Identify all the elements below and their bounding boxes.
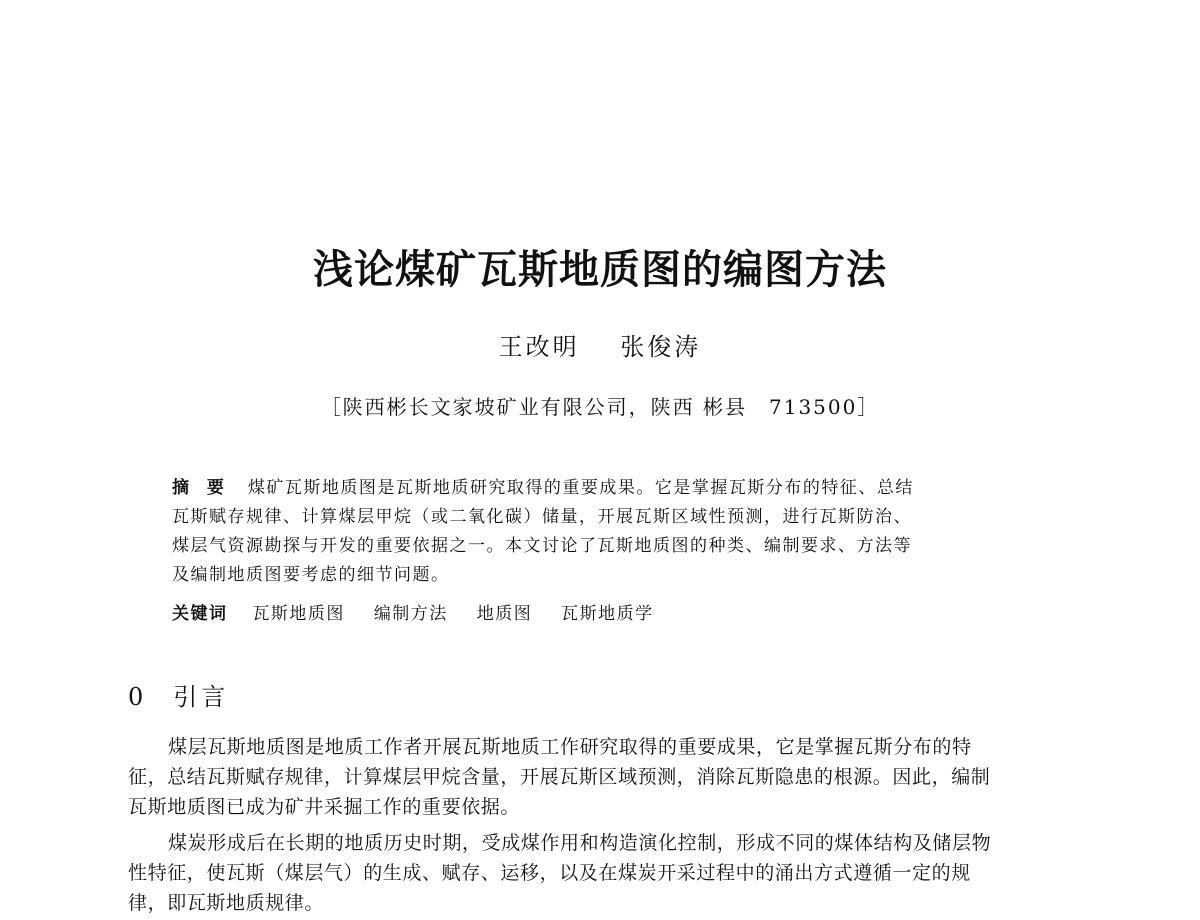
keyword: 瓦斯地质学 [561,604,654,624]
author-name: 张俊涛 [620,333,702,361]
body-text [128,732,1072,918]
paragraph-line: 煤炭形成后在长期的地质历史时期，受成煤作用和构造演化控制，形成不同的煤体结构及储层物 [168,832,992,854]
author-name: 王改明 [498,333,580,361]
abstract-label: 摘 要 [172,478,230,498]
author-list [0,330,1200,364]
keyword: 地质图 [476,604,533,624]
paragraph-line: 瓦斯地质图已成为矿井采掘工作的重要依据。 [128,796,521,818]
paper-title: 浅论煤矿瓦斯地质图的编图方法 [313,246,887,293]
abstract [172,474,1032,590]
paragraph [128,732,1072,822]
abstract-line: 及编制地质图要考虑的细节问题。 [172,565,450,585]
keyword: 编制方法 [373,604,448,624]
abstract-line: 煤层气资源勘探与开发的重要依据之一。本文讨论了瓦斯地质图的种类、编制要求、方法等 [172,536,912,556]
abstract-text: 煤矿瓦斯地质图是瓦斯地质研究取得的重要成果。它是掌握瓦斯分布的特征、总结 [247,478,914,498]
keywords-label: 关键词 [172,604,228,624]
paragraph-line: 煤层瓦斯地质图是地质工作者开展瓦斯地质工作研究取得的重要成果，它是掌握瓦斯分布的特 [168,736,972,758]
paragraph [128,828,1072,918]
keywords [172,600,654,629]
abstract-line: 瓦斯赋存规律、计算煤层甲烷（或二氧化碳）储量，开展瓦斯区域性预测，进行瓦斯防治、 [172,507,912,527]
section-heading [128,680,229,714]
section-title: 引言 [173,683,230,711]
section-number: 0 [128,683,148,711]
paragraph-line: 征，总结瓦斯赋存规律，计算煤层甲烷含量，开展瓦斯区域预测，消除瓦斯隐患的根源。因此，编制 [128,766,991,788]
keyword: 瓦斯地质图 [252,604,345,624]
paragraph-line: 性特征，使瓦斯（煤层气）的生成、赋存、运移，以及在煤炭开采过程中的涌出方式遵循一定的规 [128,862,971,884]
abstract-line [172,474,1032,503]
affiliation: ［陕西彬长文家坡矿业有限公司，陕西 彬县 713500］ [320,395,880,419]
paragraph-line: 律，即瓦斯地质规律。 [128,892,325,914]
